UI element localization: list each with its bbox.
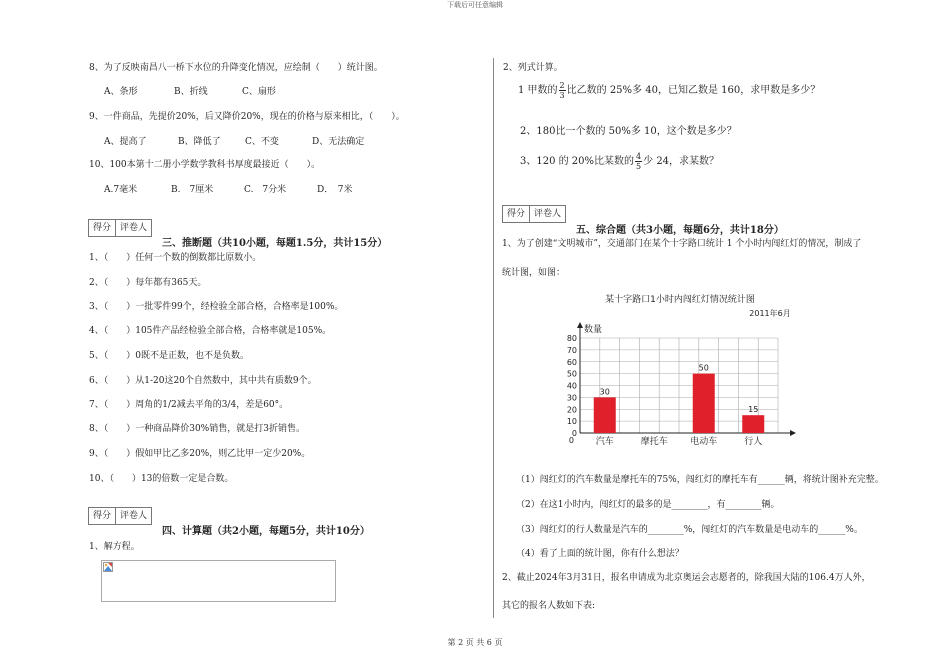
fraction-denominator: 3 [559,91,565,100]
column-divider [493,58,494,618]
section-3-item: 1、（ ）任何一个数的倒数都比原数小。 [89,253,262,263]
x-axis-arrow [790,430,796,436]
q9-option-a: A、提高了 [104,137,147,147]
q8-option-a: A、条形 [104,87,138,97]
section-5-q1-line1: 1、为了创建“文明城市”，交通部门在某个十字路口统计 1 个小时内闯红灯的情况，制成了 [502,239,862,249]
calc-question-3 [520,150,719,174]
question-9: 9、一件商品，先提价20%，后又降价20%，现在的价格与原来相比，（ ）。 [89,112,405,122]
y-tick-label: 60 [566,357,577,367]
bar [693,374,715,433]
q10-option-c: C. 7分米 [244,185,287,195]
question-2-line2: 其它的报名人数如下表: [502,601,596,611]
q9-option-d: D、无法确定 [312,137,365,147]
sub-question-1: （1）闯红灯的汽车数量是摩托车的75%，闯红灯的摩托车有______辆，将统计图补充完整。 [516,475,884,485]
section-3-item: 10、（ ）13的倍数一定是合数。 [89,474,234,484]
score-label: 得分 [93,511,112,521]
y-tick-label: 80 [566,334,577,343]
section-3-title: 三、推断题（共10小题，每题1.5分，共计15分） [162,238,388,249]
broken-image-icon [103,562,113,572]
section-4-title: 四、计算题（共2小题，每题5分，共计10分） [162,526,370,537]
calc-q1-text-start: 1 甲数的 [518,85,558,96]
score-box-section-3 [88,219,152,237]
sub-question-2: （2）在这1小时内，闯红灯的最多的是________，有________辆。 [516,500,780,510]
section-3-item: 8、（ ）一种商品降价30%销售，就是打3折销售。 [89,424,305,434]
data-label: 30 [599,387,610,397]
bar [742,415,764,433]
y-tick-label: 20 [566,405,577,415]
data-label: 50 [698,363,709,373]
q8-option-b: B、折线 [174,87,208,97]
grader-label: 评卷人 [115,220,151,236]
calc-q1-text-end: 比乙数的 25%多 40，已知乙数是 160，求甲数是多少？ [566,85,821,96]
score-label: 得分 [507,209,526,219]
y-tick-label: 50 [566,369,577,379]
page-header: 下载后可任意编辑 [447,1,503,9]
section-3-item: 7、（ ）周角的1/2减去平角的3/4，差是60°。 [89,400,289,410]
sub-question-3: （3）闯红灯的行人数量是汽车的________%，闯红灯的汽车数量是电动车的______%。 [516,525,863,535]
y-tick-label: 40 [566,381,577,391]
section-3-item: 5、（ ）0既不是正数，也不是负数。 [89,351,249,361]
question-10: 10、100本第十二册小学数学教科书厚度最接近（ ）。 [89,160,321,170]
question-2-line1: 2、截止2024年3月31日，报名申请成为北京奥运会志愿者的，除我国大陆的106.4万人外， [502,573,871,583]
category-label: 行人 [744,437,763,447]
category-label: 汽车 [595,437,614,447]
fraction-numerator: 4 [636,152,642,161]
question-8: 8、为了反映南昌八一桥下水位的升降变化情况，应绘制（ ）统计图。 [89,63,383,73]
q10-option-d: D． 7米 [317,185,353,195]
q10-option-b: B. 7厘米 [171,185,214,195]
section-5-title: 五、综合题（共3小题，每题6分，共计18分） [576,225,784,236]
chart-subtitle: 2011年6月 [749,309,791,318]
calc-q3-text-end: 少 24，求某数？ [643,156,720,167]
fraction-denominator: 5 [636,162,642,171]
fraction [635,152,642,171]
q10-option-a: A.7毫米 [104,185,138,195]
category-label: 电动车 [690,437,718,447]
score-box-section-4 [88,507,152,525]
calc-question-2: 2、180比一个数的 50%多 10，这个数是多少？ [520,126,737,137]
q9-option-b: B、降低了 [178,137,221,147]
calc-q3-text-start: 3、120 的 20%比某数的 [520,156,635,167]
y-tick-label: 10 [566,417,577,427]
score-label: 得分 [93,223,112,233]
bar-chart [560,288,810,448]
q9-option-c: C、不变 [245,137,279,147]
section-3-item: 3、（ ）一批零件99个，经检验全部合格，合格率是100%。 [89,302,344,312]
section-4-question-1: 1、解方程。 [89,542,140,552]
page-footer: 第 2 页 共 6 页 [447,638,503,647]
category-label: 摩托车 [640,437,668,447]
fraction-numerator: 2 [559,81,565,90]
y-tick-label: 30 [566,393,577,403]
section-3-item: 6、（ ）从1-20这20个自然数中，其中共有质数9个。 [89,376,317,386]
grader-label: 评卷人 [115,508,151,524]
chart-title: 某十字路口1小时内闯红灯情况统计图 [605,295,755,305]
data-label: 15 [748,405,759,415]
y-tick-label: 70 [566,345,577,355]
origin-label: 0 [568,436,574,445]
fraction [559,81,566,100]
q8-option-c: C、扇形 [242,87,276,97]
sub-question-4: （4）看了上面的统计图，你有什么想法？ [516,549,684,559]
section-3-item: 9、（ ）假如甲比乙多20%，则乙比甲一定少20%。 [89,449,311,459]
section-5-q1-line2: 统计图，如图： [502,268,566,278]
y-axis-arrow [577,322,583,328]
bar [594,397,616,433]
grader-label: 评卷人 [529,206,565,222]
section-3-item: 2、（ ）每年都有365天。 [89,278,207,288]
calc-title: 2、列式计算。 [503,63,563,73]
y-axis-label: 数量 [584,325,603,335]
score-box-section-5 [502,205,566,223]
section-3-item: 4、（ ）105件产品经检验全部合格，合格率就是105%。 [89,326,332,336]
calc-question-1 [518,80,820,102]
y-tick-label: 0 [571,429,577,438]
answer-box[interactable] [101,560,336,602]
